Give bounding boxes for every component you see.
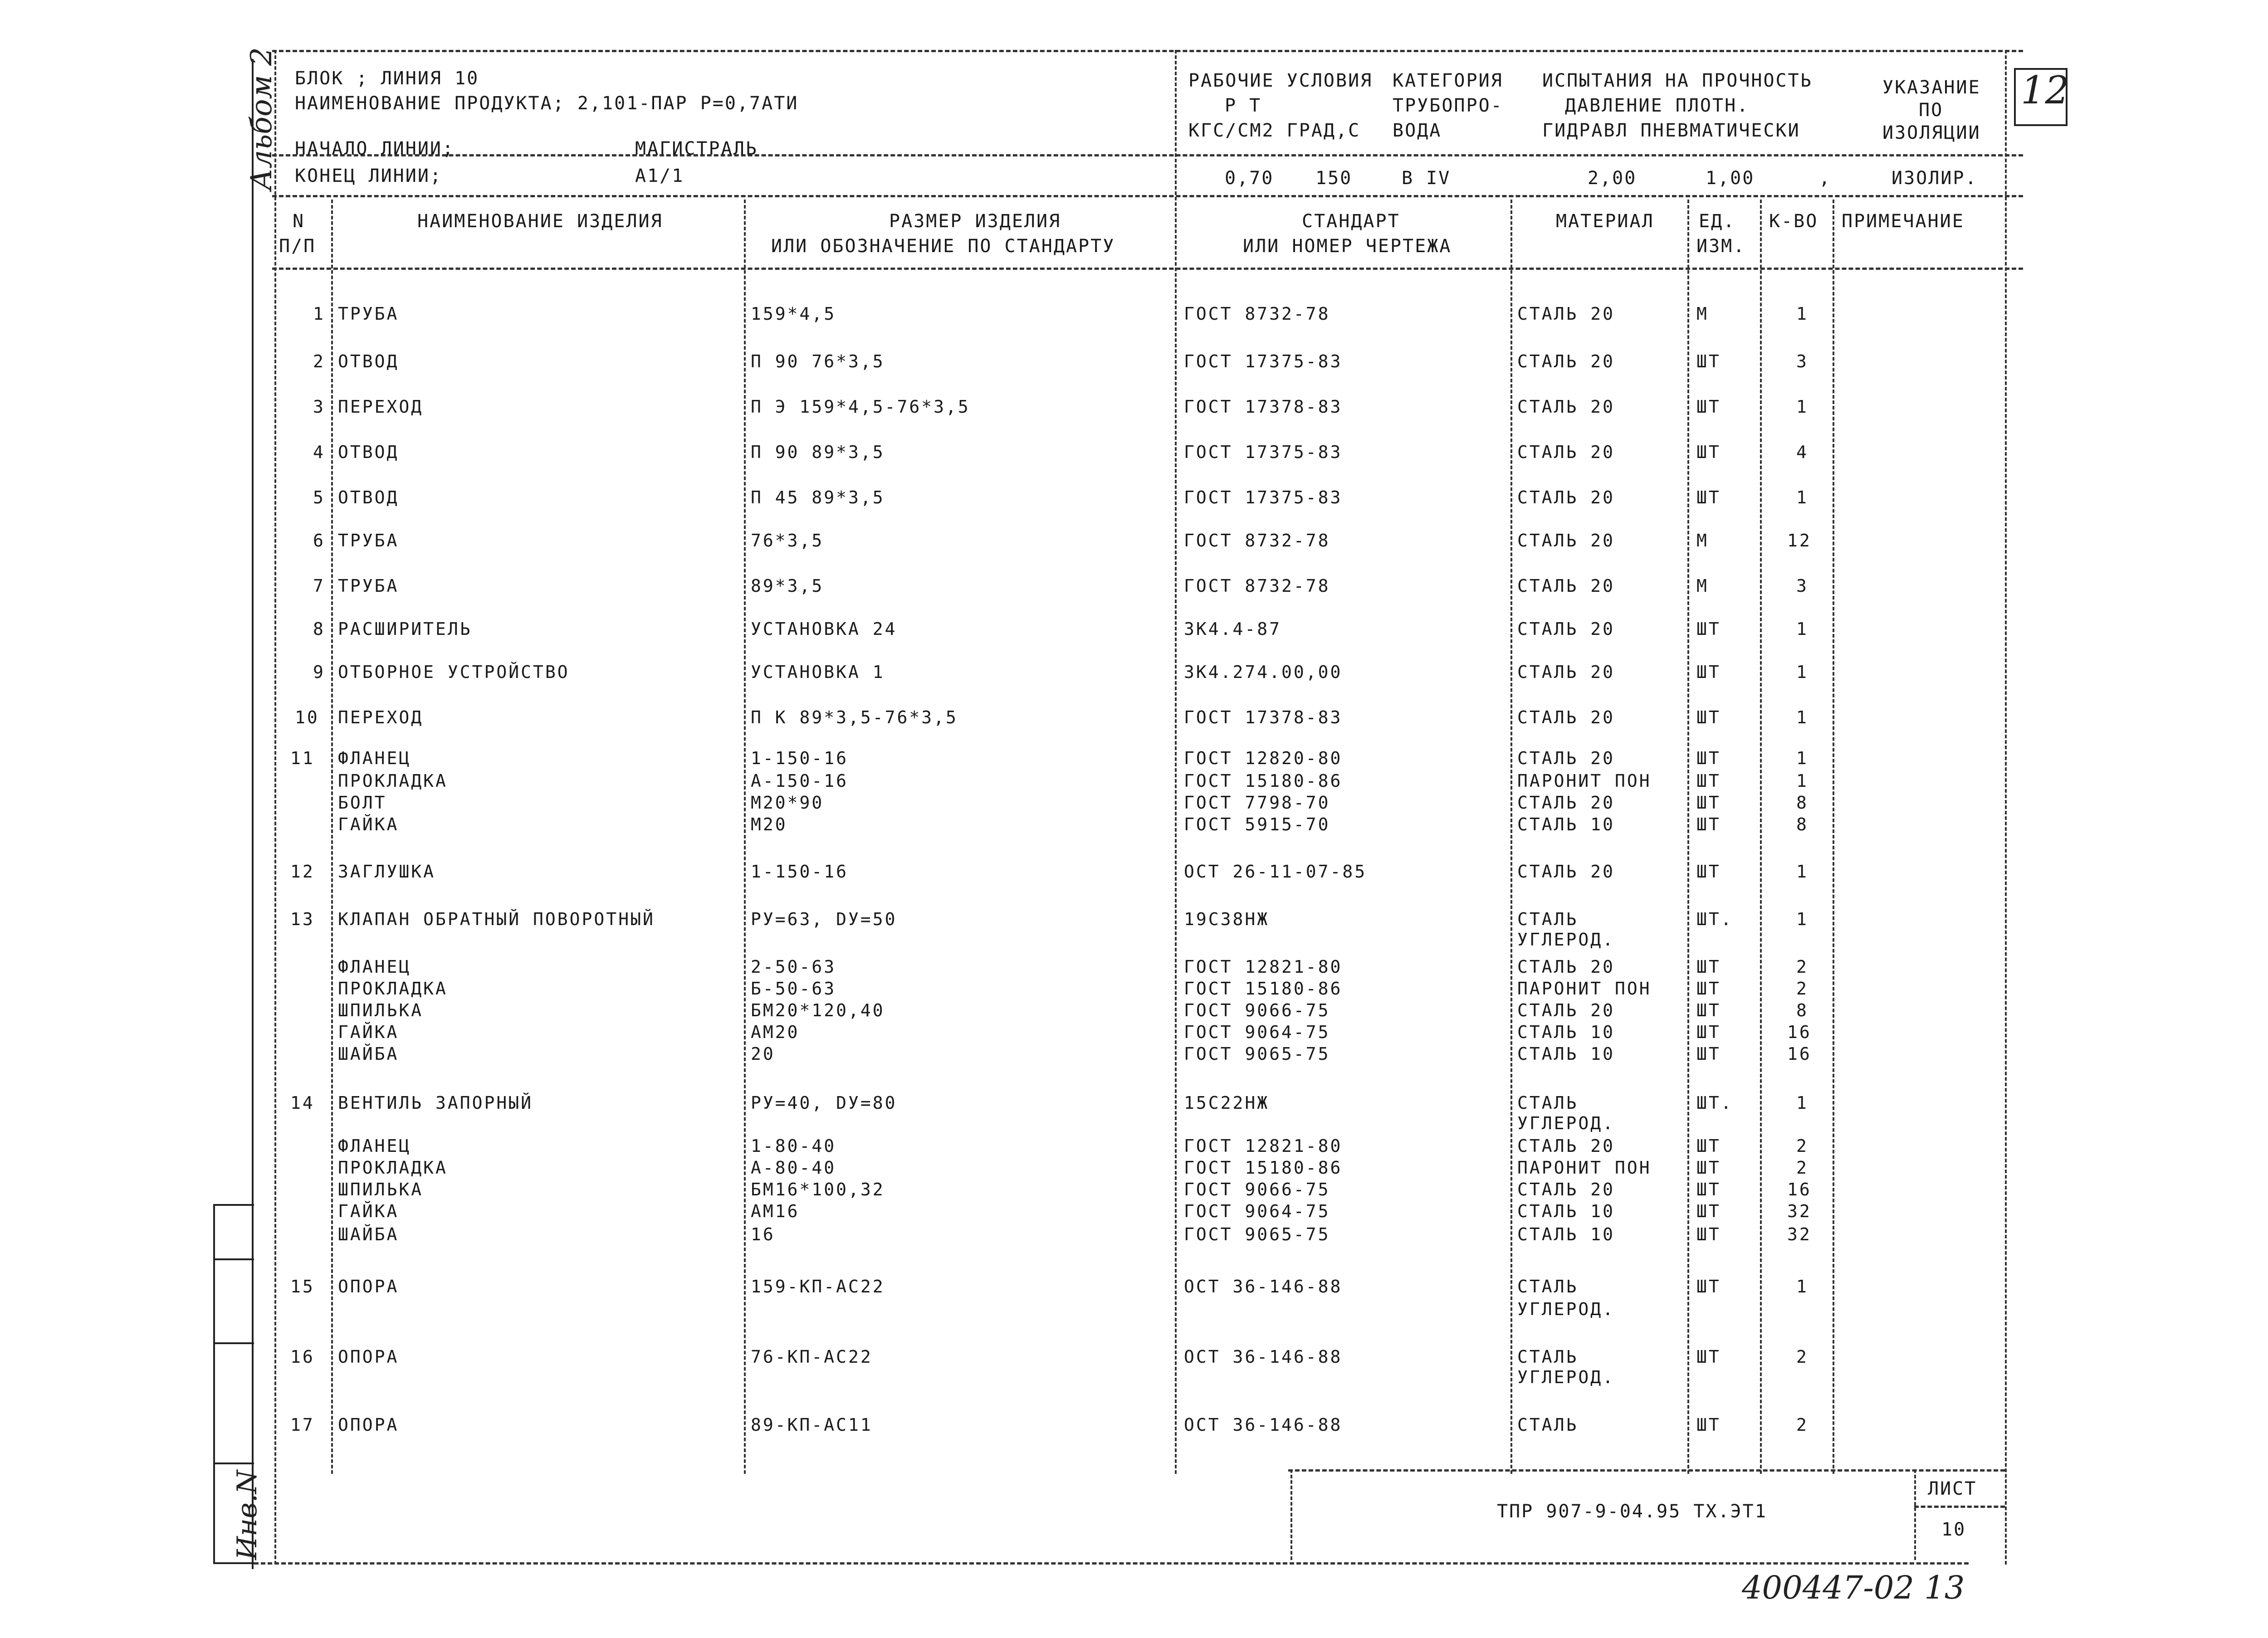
page-mark: 12: [2021, 68, 2069, 112]
row-name: ПЕРЕХОД: [338, 707, 424, 727]
row-material: СТАЛЬ 20: [1517, 576, 1615, 596]
row-size: АМ16: [751, 1201, 800, 1221]
row-standard: ГОСТ 9066-75: [1184, 1000, 1330, 1020]
col-line: [274, 50, 276, 1565]
col-line: [1760, 200, 1762, 1474]
row-qty: 2: [1796, 1136, 1809, 1156]
row-unit: ШТ: [1696, 1347, 1721, 1367]
line-end-value: А1/1: [635, 166, 684, 186]
col-num: N: [293, 211, 305, 232]
row-name: БОЛТ: [338, 793, 387, 813]
value-temperature: 150: [1315, 168, 1353, 189]
row-standard: ГОСТ 8732-78: [1184, 304, 1330, 324]
margin-tick: [213, 1342, 254, 1344]
row-size: П 45 89*3,5: [751, 487, 885, 507]
row-qty: 8: [1796, 793, 1809, 813]
row-qty: 1: [1796, 909, 1809, 929]
row-name: ВЕНТИЛЬ ЗАПОРНЫЙ: [338, 1093, 533, 1113]
row-standard: ГОСТ 17375-83: [1184, 487, 1343, 507]
row-material: СТАЛЬ 20: [1517, 793, 1615, 813]
row-unit: ШТ: [1696, 1201, 1721, 1221]
margin-line: [213, 1204, 215, 1562]
row-name: ШАЙБА: [338, 1224, 399, 1244]
row-name: ШПИЛЬКА: [338, 1180, 424, 1199]
row-size: П К 89*3,5-76*3,5: [751, 707, 958, 727]
row-material: ПАРОНИТ ПОН: [1517, 979, 1652, 999]
col-unit-sub: ИЗМ.: [1696, 236, 1746, 257]
stamp-top: [1288, 1469, 2005, 1472]
row-name: ГАЙКА: [338, 1022, 399, 1042]
row-qty: 8: [1796, 814, 1809, 834]
col-line: [744, 200, 746, 1474]
stamp-sheet-label: ЛИСТ: [1928, 1478, 1977, 1499]
row-standard: ГОСТ 9066-75: [1184, 1180, 1330, 1199]
col-name: НАИМЕНОВАНИЕ ИЗДЕЛИЯ: [417, 211, 663, 232]
row-name: ОТВОД: [338, 442, 399, 462]
value-insulation: ИЗОЛИР.: [1892, 168, 1978, 189]
stamp-sheet-sep: [1914, 1506, 2005, 1508]
row-standard: ГОСТ 12820-80: [1184, 748, 1343, 768]
row-material: СТАЛЬ 20: [1517, 1180, 1615, 1199]
row-standard: ГОСТ 12821-80: [1184, 957, 1343, 977]
row-num: 14: [290, 1093, 315, 1113]
row-size: 76*3,5: [751, 531, 824, 551]
row-name: ПРОКЛАДКА: [338, 1158, 448, 1178]
row-name: ОПОРА: [338, 1277, 399, 1297]
row-num: 13: [290, 909, 315, 929]
row-material: СТАЛЬ 10: [1517, 1044, 1615, 1064]
stamp-sheet-number: 10: [1941, 1519, 1966, 1540]
row-unit: М: [1696, 576, 1709, 596]
value-tightness: ,: [1819, 168, 1832, 189]
row-qty: 1: [1796, 771, 1809, 791]
row-name: ПРОКЛАДКА: [338, 979, 448, 999]
test-sub1: ДАВЛЕНИЕ ПЛОТН.: [1565, 95, 1750, 116]
row-size: М20*90: [751, 793, 824, 813]
row-material: СТАЛЬ: [1517, 1093, 1579, 1113]
col-line: [1510, 200, 1512, 1474]
product-name: НАИМЕНОВАНИЕ ПРОДУКТА; 2,101-ПАР Р=0,7АТИ: [295, 93, 799, 114]
row-unit: ШТ: [1696, 619, 1721, 639]
row-qty: 2: [1796, 1158, 1809, 1178]
row-size: АМ20: [751, 1022, 800, 1042]
row-name: ФЛАНЕЦ: [338, 957, 411, 977]
value-category: В IV: [1402, 168, 1451, 189]
row-name: ТРУБА: [338, 531, 399, 551]
row-qty: 1: [1796, 1277, 1809, 1297]
row-material: СТАЛЬ: [1517, 1415, 1579, 1435]
row-qty: 3: [1796, 351, 1809, 371]
row-standard: ОСТ 36-146-88: [1184, 1415, 1343, 1435]
col-size: РАЗМЕР ИЗДЕЛИЯ: [889, 211, 1061, 232]
row-name: ЗАГЛУШКА: [338, 862, 436, 882]
row-unit: ШТ: [1696, 748, 1721, 768]
row-size: 89-КП-АС11: [751, 1415, 873, 1435]
row-num: 3: [313, 397, 325, 417]
row-num: 15: [290, 1277, 315, 1297]
col-std: СТАНДАРТ: [1302, 211, 1400, 232]
row-size: 2-50-63: [751, 957, 836, 977]
row-num: 10: [295, 707, 319, 727]
row-qty: 1: [1796, 619, 1809, 639]
row-qty: 1: [1796, 662, 1809, 682]
category-sub2: ВОДА: [1393, 120, 1442, 141]
category-title: КАТЕГОРИЯ: [1393, 70, 1503, 91]
value-pressure: 0,70: [1225, 168, 1274, 189]
row-size: РУ=40, DУ=80: [751, 1093, 897, 1113]
row-material: СТАЛЬ 20: [1517, 619, 1615, 639]
row-unit: ШТ: [1696, 771, 1721, 791]
margin-tick: [213, 1258, 254, 1260]
row-name: ПРОКЛАДКА: [338, 771, 448, 791]
row-qty: 2: [1796, 1415, 1809, 1435]
row-name: ОТБОРНОЕ УСТРОЙСТВО: [338, 662, 570, 682]
row-standard: ГОСТ 12821-80: [1184, 1136, 1343, 1156]
row-unit: ШТ: [1696, 351, 1721, 371]
row-material: СТАЛЬ 20: [1517, 748, 1615, 768]
conditions-units: КГС/СМ2 ГРАД,С: [1188, 120, 1361, 141]
line-start-label: НАЧАЛО ЛИНИИ;: [295, 138, 455, 159]
row-material: УГЛЕРОД.: [1517, 930, 1615, 950]
row-size: 76-КП-АС22: [751, 1347, 873, 1367]
row-material: СТАЛЬ: [1517, 1347, 1579, 1367]
row-num: 7: [313, 576, 325, 596]
row-size: 159-КП-АС22: [751, 1277, 885, 1297]
row-size: УСТАНОВКА 24: [751, 619, 897, 639]
row-material: СТАЛЬ 20: [1517, 487, 1615, 507]
row-unit: ШТ.: [1696, 1093, 1733, 1113]
row-name: ФЛАНЕЦ: [338, 748, 411, 768]
row-material: СТАЛЬ 20: [1517, 531, 1615, 551]
row-size: БМ16*100,32: [751, 1180, 885, 1199]
row-material: СТАЛЬ 20: [1517, 662, 1615, 682]
row-material: СТАЛЬ 20: [1517, 957, 1615, 977]
row-standard: ОСТ 26-11-07-85: [1184, 862, 1367, 882]
row-num: 4: [313, 442, 325, 462]
row-material: СТАЛЬ 10: [1517, 1224, 1615, 1244]
margin-tick: [213, 1562, 254, 1564]
row-size: П 90 76*3,5: [751, 351, 885, 371]
row-size: УСТАНОВКА 1: [751, 662, 885, 682]
col-std-sub: ИЛИ НОМЕР ЧЕРТЕЖА: [1243, 236, 1452, 257]
row-standard: ГОСТ 17375-83: [1184, 442, 1343, 462]
row-material: СТАЛЬ 10: [1517, 814, 1615, 834]
col-qty: К-ВО: [1769, 211, 1818, 232]
margin-tick: [213, 1204, 254, 1206]
row-standard: ГОСТ 5915-70: [1184, 814, 1330, 834]
row-material: УГЛЕРОД.: [1517, 1113, 1615, 1133]
row-standard: ГОСТ 9065-75: [1184, 1224, 1330, 1244]
bottom-border: [254, 1562, 1969, 1565]
row-standard: ГОСТ 17378-83: [1184, 397, 1343, 417]
row-material: СТАЛЬ 20: [1517, 862, 1615, 882]
row-material: СТАЛЬ 20: [1517, 707, 1615, 727]
row-name: ОПОРА: [338, 1347, 399, 1367]
row-size: 1-150-16: [751, 748, 849, 768]
row-num: 2: [313, 351, 325, 371]
row-name: ТРУБА: [338, 576, 399, 596]
row-unit: ШТ: [1696, 1277, 1721, 1297]
row-size: М20: [751, 814, 787, 834]
row-unit: ШТ: [1696, 1158, 1721, 1178]
row-size: П 90 89*3,5: [751, 442, 885, 462]
row-material: СТАЛЬ 20: [1517, 304, 1615, 324]
row-qty: 1: [1796, 748, 1809, 768]
row-size: А-150-16: [751, 771, 849, 791]
row-material: СТАЛЬ 20: [1517, 397, 1615, 417]
conditions-pt: Р Т: [1225, 95, 1262, 116]
row-unit: ШТ: [1696, 1180, 1721, 1199]
row-num: 12: [290, 862, 315, 882]
row-unit: ШТ: [1696, 662, 1721, 682]
row-qty: 1: [1796, 862, 1809, 882]
row-num: 6: [313, 531, 325, 551]
row-material: СТАЛЬ 20: [1517, 1136, 1615, 1156]
col-note: ПРИМЕЧАНИЕ: [1842, 211, 1965, 232]
row-num: 17: [290, 1415, 315, 1435]
row-standard: 15С22НЖ: [1184, 1093, 1270, 1113]
row-material: ПАРОНИТ ПОН: [1517, 1158, 1652, 1178]
row-standard: ГОСТ 8732-78: [1184, 576, 1330, 596]
row-name: ОТВОД: [338, 351, 399, 371]
row-standard: ГОСТ 17375-83: [1184, 351, 1343, 371]
row-qty: 32: [1787, 1201, 1812, 1221]
row-unit: ШТ: [1696, 793, 1721, 813]
row-name: ФЛАНЕЦ: [338, 1136, 411, 1156]
row-material: СТАЛЬ 20: [1517, 1000, 1615, 1020]
row-unit: ШТ: [1696, 979, 1721, 999]
row-unit: ШТ: [1696, 862, 1721, 882]
row-name: ГАЙКА: [338, 814, 399, 834]
row-material: СТАЛЬ 10: [1517, 1201, 1615, 1221]
stamp-doc-code: ТПР 907-9-04.95 ТХ.ЭТ1: [1497, 1501, 1767, 1522]
row-material: ПАРОНИТ ПОН: [1517, 771, 1652, 791]
row-unit: ШТ: [1696, 397, 1721, 417]
row-num: 11: [290, 748, 315, 768]
col-line: [331, 200, 333, 1474]
row-unit: ШТ: [1696, 707, 1721, 727]
test-sub2: ГИДРАВЛ ПНЕВМАТИЧЕСКИ: [1542, 120, 1800, 141]
row-standard: 3К4.4-87: [1184, 619, 1282, 639]
row-name: ТРУБА: [338, 304, 399, 324]
row-unit: ШТ: [1696, 1136, 1721, 1156]
row-name: РАСШИРИТЕЛЬ: [338, 619, 472, 639]
row-size: 1-150-16: [751, 862, 849, 882]
row-unit: М: [1696, 531, 1709, 551]
row-qty: 8: [1796, 1000, 1809, 1020]
row-qty: 16: [1787, 1044, 1812, 1064]
row-qty: 2: [1796, 979, 1809, 999]
row-standard: ГОСТ 17378-83: [1184, 707, 1343, 727]
row-qty: 4: [1796, 442, 1809, 462]
row-qty: 32: [1787, 1224, 1812, 1244]
line-start-value: МАГИСТРАЛЬ: [635, 138, 758, 159]
row-standard: ГОСТ 9064-75: [1184, 1201, 1330, 1221]
row-qty: 1: [1796, 707, 1809, 727]
row-qty: 16: [1787, 1022, 1812, 1042]
row-material: СТАЛЬ: [1517, 909, 1579, 929]
value-pneumatic: 1,00: [1706, 168, 1755, 189]
insulation-title: УКАЗАНИЕ: [1882, 77, 1981, 98]
col-line: [1687, 200, 1689, 1474]
row-name: ШПИЛЬКА: [338, 1000, 424, 1020]
row-qty: 1: [1796, 1093, 1809, 1113]
row-name: ПЕРЕХОД: [338, 397, 424, 417]
row-qty: 2: [1796, 957, 1809, 977]
row-size: 20: [751, 1044, 775, 1064]
row-unit: ШТ: [1696, 957, 1721, 977]
row-size: 16: [751, 1224, 775, 1244]
row-standard: ГОСТ 9065-75: [1184, 1044, 1330, 1064]
margin-tick: [213, 1462, 254, 1464]
row-standard: ОСТ 36-146-88: [1184, 1277, 1343, 1297]
stamp-divider: [1914, 1469, 1916, 1560]
row-standard: ГОСТ 7798-70: [1184, 793, 1330, 813]
row-qty: 16: [1787, 1180, 1812, 1199]
row-size: П Э 159*4,5-76*3,5: [751, 397, 970, 417]
insulation-sub1: ПО: [1919, 100, 1944, 121]
row-unit: ШТ: [1696, 442, 1721, 462]
row-size: 89*3,5: [751, 576, 824, 596]
row-qty: 1: [1796, 304, 1809, 324]
stamp-left: [1290, 1469, 1292, 1560]
row-standard: ГОСТ 9064-75: [1184, 1022, 1330, 1042]
row-standard: ГОСТ 15180-86: [1184, 771, 1343, 791]
row-name: ОПОРА: [338, 1415, 399, 1435]
col-unit: ЕД.: [1699, 211, 1736, 232]
row-standard: ГОСТ 15180-86: [1184, 1158, 1343, 1178]
row-qty: 1: [1796, 487, 1809, 507]
row-qty: 3: [1796, 576, 1809, 596]
row-unit: ШТ: [1696, 1224, 1721, 1244]
row-standard: ГОСТ 8732-78: [1184, 531, 1330, 551]
row-size: 1-80-40: [751, 1136, 836, 1156]
row-name: ОТВОД: [338, 487, 399, 507]
col-line: [1833, 200, 1834, 1474]
row-num: 16: [290, 1347, 315, 1367]
row-material: СТАЛЬ: [1517, 1277, 1579, 1297]
header-sep: [272, 195, 2023, 197]
row-standard: ОСТ 36-146-88: [1184, 1347, 1343, 1367]
row-qty: 2: [1796, 1347, 1809, 1367]
row-name: ГАЙКА: [338, 1201, 399, 1221]
row-qty: 1: [1796, 397, 1809, 417]
col-line: [1175, 50, 1177, 1474]
row-unit: ШТ: [1696, 1000, 1721, 1020]
row-num: 9: [313, 662, 325, 682]
row-unit: М: [1696, 304, 1709, 324]
block-line: БЛОК ; ЛИНИЯ 10: [295, 68, 479, 89]
col-line: [2005, 50, 2007, 1565]
header-sep: [272, 154, 2023, 156]
row-unit: ШТ: [1696, 1022, 1721, 1042]
test-title: ИСПЫТАНИЯ НА ПРОЧНОСТЬ: [1542, 70, 1813, 91]
row-unit: ШТ.: [1696, 909, 1733, 929]
row-material: УГЛЕРОД.: [1517, 1367, 1615, 1387]
insulation-sub2: ИЗОЛЯЦИИ: [1882, 122, 1981, 143]
row-size: 159*4,5: [751, 304, 836, 324]
row-unit: ШТ: [1696, 814, 1721, 834]
row-material: СТАЛЬ 20: [1517, 442, 1615, 462]
col-num-sub: П/П: [279, 236, 316, 257]
row-standard: 3К4.274.00,00: [1184, 662, 1343, 682]
line-end-label: КОНЕЦ ЛИНИИ;: [295, 166, 442, 186]
row-unit: ШТ: [1696, 487, 1721, 507]
col-material: МАТЕРИАЛ: [1556, 211, 1654, 232]
top-border: [272, 50, 2023, 52]
inv-note: Инв.N: [231, 1470, 263, 1560]
row-num: 8: [313, 619, 325, 639]
col-size-sub: ИЛИ ОБОЗНАЧЕНИЕ ПО СТАНДАРТУ: [771, 236, 1115, 257]
value-hydraulic: 2,00: [1588, 168, 1637, 189]
row-unit: ШТ: [1696, 1044, 1721, 1064]
row-material: СТАЛЬ 10: [1517, 1022, 1615, 1042]
row-name: КЛАПАН ОБРАТНЫЙ ПОВОРОТНЫЙ: [338, 909, 655, 929]
row-standard: 19С38НЖ: [1184, 909, 1270, 929]
row-size: Б-50-63: [751, 979, 836, 999]
row-unit: ШТ: [1696, 1415, 1721, 1435]
row-name: ШАЙБА: [338, 1044, 399, 1064]
row-num: 1: [313, 304, 325, 324]
row-material: УГЛЕРОД.: [1517, 1299, 1615, 1319]
row-size: А-80-40: [751, 1158, 836, 1178]
row-num: 5: [313, 487, 325, 507]
conditions-title: РАБОЧИЕ УСЛОВИЯ: [1188, 70, 1373, 91]
row-size: РУ=63, DУ=50: [751, 909, 897, 929]
archive-number: 400447-02 13: [1742, 1569, 1965, 1606]
row-standard: ГОСТ 15180-86: [1184, 979, 1343, 999]
row-qty: 12: [1787, 531, 1812, 551]
album-note: Альбом 2: [245, 47, 279, 190]
row-material: СТАЛЬ 20: [1517, 351, 1615, 371]
category-sub1: ТРУБОПРО-: [1393, 95, 1503, 116]
row-size: БМ20*120,40: [751, 1000, 885, 1020]
